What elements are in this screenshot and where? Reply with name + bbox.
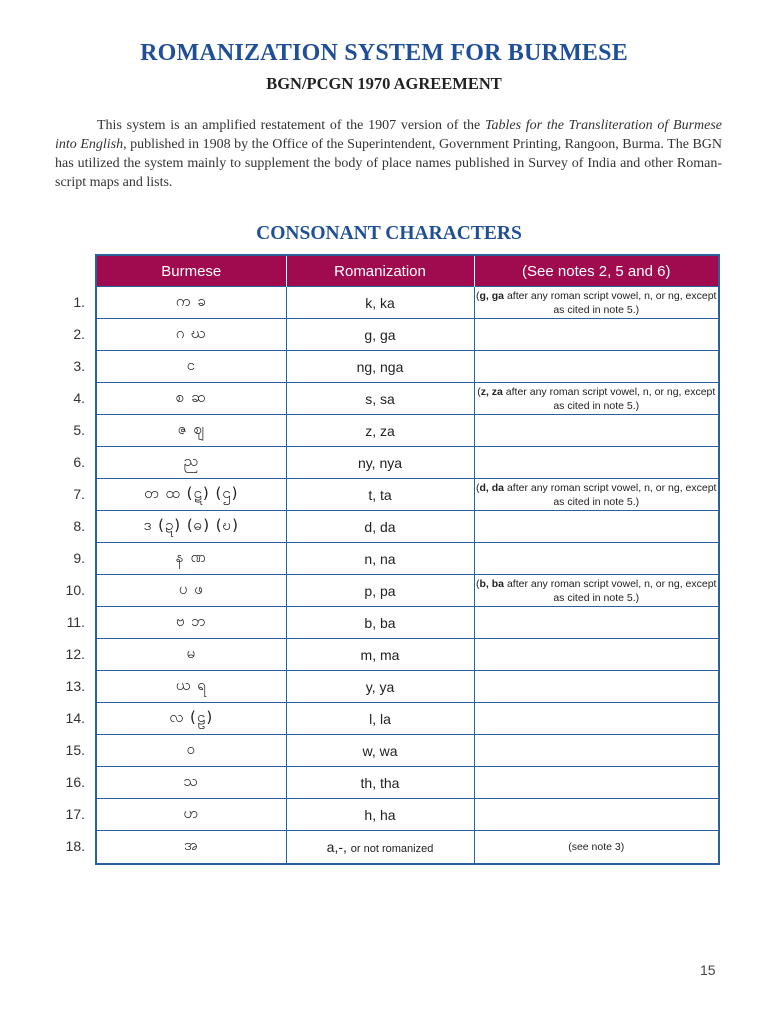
- notes-cell: (z, za after any roman script vowel, n, or ng, except as cited in note 5.): [474, 383, 718, 415]
- romanization-text: t, ta: [368, 486, 392, 503]
- romanization-cell: [286, 479, 474, 511]
- table-row: [97, 703, 718, 735]
- romanization-cell: [286, 767, 474, 799]
- row-number: 13.: [65, 677, 85, 694]
- row-number: 4.: [73, 389, 85, 406]
- romanization-text: p, pa: [364, 582, 396, 599]
- header-romanization: Romanization: [286, 256, 474, 287]
- notes-cell: (b, ba after any roman script vowel, n, or ng, except as cited in note 5.): [474, 575, 718, 607]
- romanization-cell: [286, 575, 474, 607]
- note-bold: d, da: [479, 481, 505, 494]
- row-number: 11.: [66, 613, 85, 630]
- row-number: 7.: [73, 485, 85, 502]
- romanization-cell: [286, 671, 474, 703]
- table-row: [97, 735, 718, 767]
- note-text: after any roman script vowel, n, or ng, except as cited in note 5.: [506, 481, 717, 508]
- table-row: [97, 351, 718, 383]
- burmese-cell: ဗ ဘ: [97, 607, 286, 639]
- romanization-cell: [286, 415, 474, 447]
- row-number: 8.: [73, 517, 85, 534]
- intro-paragraph: [55, 116, 722, 192]
- row-number: 1.: [73, 293, 85, 310]
- romanization-cell: [286, 607, 474, 639]
- romanization-text: d, da: [364, 518, 396, 535]
- romanization-cell: [286, 735, 474, 767]
- table-row: [97, 575, 718, 607]
- burmese-cell: က ခ: [97, 287, 286, 319]
- romanization-cell: [286, 351, 474, 383]
- romanization-text: y, ya: [365, 678, 395, 695]
- romanization-cell: [286, 831, 474, 863]
- romanization-text: ng, nga: [356, 358, 404, 375]
- burmese-cell: စ ဆ: [97, 383, 286, 415]
- note-bold: b, ba: [479, 577, 505, 590]
- burmese-cell: သ: [97, 767, 286, 799]
- romanization-text: w, wa: [362, 742, 398, 759]
- notes-cell: [474, 831, 718, 863]
- row-number: 15.: [65, 741, 85, 758]
- notes-cell: [474, 671, 718, 703]
- notes-cell: [474, 543, 718, 575]
- header-notes: (See notes 2, 5 and 6): [474, 256, 718, 287]
- notes-cell: [474, 639, 718, 671]
- table-row: [97, 447, 718, 479]
- romanization-text: b, ba: [364, 614, 396, 631]
- table-row: [97, 415, 718, 447]
- notes-cell: [474, 447, 718, 479]
- romanization-text: z, za: [365, 422, 395, 439]
- romanization-cell: [286, 543, 474, 575]
- table-row: [97, 607, 718, 639]
- romanization-cell: [286, 639, 474, 671]
- burmese-cell: ဒ (ဍ) (ဓ) (ဎ): [97, 511, 286, 543]
- note-text: after any roman script vowel, n, or ng, except as cited in note 5.: [506, 577, 717, 604]
- notes-cell: [474, 319, 718, 351]
- romanization-text: ny, nya: [357, 454, 403, 471]
- table-row: [97, 671, 718, 703]
- burmese-cell: ည: [97, 447, 286, 479]
- burmese-cell: ပ ဖ: [97, 575, 286, 607]
- note-text: after any roman script vowel, n, or ng, except as cited in note 5.: [505, 385, 716, 412]
- burmese-cell: ဇ ဈ: [97, 415, 286, 447]
- table-row: [97, 287, 718, 319]
- romanization-cell: [286, 703, 474, 735]
- romanization-text: h, ha: [364, 806, 396, 823]
- burmese-cell: ယ ရ: [97, 671, 286, 703]
- consonant-table: [95, 254, 720, 865]
- page-title: ROMANIZATION SYSTEM FOR BURMESE: [140, 40, 628, 66]
- section-title: CONSONANT CHARACTERS: [256, 223, 522, 244]
- burmese-cell: ဂ ဃ: [97, 319, 286, 351]
- table-row: [97, 639, 718, 671]
- burmese-cell: ဟ: [97, 799, 286, 831]
- romanization-text: a,-,: [326, 838, 347, 855]
- row-number: 3.: [73, 357, 85, 374]
- romanization-cell: [286, 799, 474, 831]
- row-number: 6.: [73, 453, 85, 470]
- notes-cell: [474, 415, 718, 447]
- burmese-cell: တ ထ (ဋ) (ဌ): [97, 479, 286, 511]
- romanization-cell: [286, 287, 474, 319]
- burmese-cell: င: [97, 351, 286, 383]
- romanization-note: or not romanized: [350, 842, 434, 855]
- row-number: 10.: [65, 581, 85, 598]
- notes-cell: [474, 767, 718, 799]
- row-number: 14.: [65, 709, 85, 726]
- burmese-cell: လ (ဠ): [97, 703, 286, 735]
- notes-cell: [474, 703, 718, 735]
- notes-cell: (g, ga after any roman script vowel, n, or ng, except as cited in note 5.): [474, 287, 718, 319]
- note-bold: g, ga: [479, 289, 505, 302]
- romanization-cell: [286, 383, 474, 415]
- romanization-cell: [286, 447, 474, 479]
- table-row: [97, 831, 718, 863]
- table-row: [97, 511, 718, 543]
- row-number: 5.: [73, 421, 85, 438]
- note-bold: z, za: [480, 385, 503, 398]
- page-number: 15: [700, 962, 716, 978]
- header-burmese: Burmese: [97, 256, 286, 287]
- row-number: 2.: [73, 325, 85, 342]
- romanization-text: s, sa: [365, 390, 395, 407]
- romanization-text: l, la: [369, 710, 391, 727]
- intro-italic-title: Tables for the Transliteration of Burmese into English: [55, 118, 723, 152]
- row-number: 17.: [65, 805, 85, 822]
- intro-text-2: , published in 1908 by the Office of the Superintendent, Government Printing, Rangoon, Burma. The BGN has utilized the system mainly to supplement the body of place names published in Survey of India and other Roman-script maps and lists.: [55, 137, 723, 190]
- row-number: 18.: [65, 837, 85, 854]
- burmese-cell: အ: [97, 831, 286, 863]
- table-row: [97, 543, 718, 575]
- burmese-cell: ဝ: [97, 735, 286, 767]
- notes-cell: [474, 351, 718, 383]
- table-row: [97, 319, 718, 351]
- row-number: 16.: [65, 773, 85, 790]
- table-row: [97, 767, 718, 799]
- romanization-text: m, ma: [360, 646, 400, 663]
- notes-cell: [474, 511, 718, 543]
- intro-text-1: This system is an amplified restatement of the 1907 version of the: [97, 118, 485, 133]
- notes-cell: (d, da after any roman script vowel, n, or ng, except as cited in note 5.): [474, 479, 718, 511]
- burmese-cell: န ဏ: [97, 543, 286, 575]
- note-text: after any roman script vowel, n, or ng, except as cited in note 5.: [506, 289, 717, 316]
- romanization-cell: [286, 319, 474, 351]
- romanization-text: th, tha: [360, 774, 400, 791]
- table-row: [97, 479, 718, 511]
- romanization-text: g, ga: [364, 326, 396, 343]
- table-header-row: [97, 256, 718, 287]
- romanization-text: n, na: [364, 550, 396, 567]
- table-row: [97, 799, 718, 831]
- row-number: 9.: [73, 549, 85, 566]
- row-number: 12.: [65, 645, 85, 662]
- notes-cell: [474, 735, 718, 767]
- note-text: (see note 3): [568, 840, 625, 853]
- table-row: [97, 383, 718, 415]
- burmese-cell: မ: [97, 639, 286, 671]
- notes-cell: [474, 799, 718, 831]
- romanization-cell: [286, 511, 474, 543]
- notes-cell: [474, 607, 718, 639]
- page-subtitle: BGN/PCGN 1970 AGREEMENT: [266, 74, 502, 93]
- romanization-text: k, ka: [365, 294, 395, 311]
